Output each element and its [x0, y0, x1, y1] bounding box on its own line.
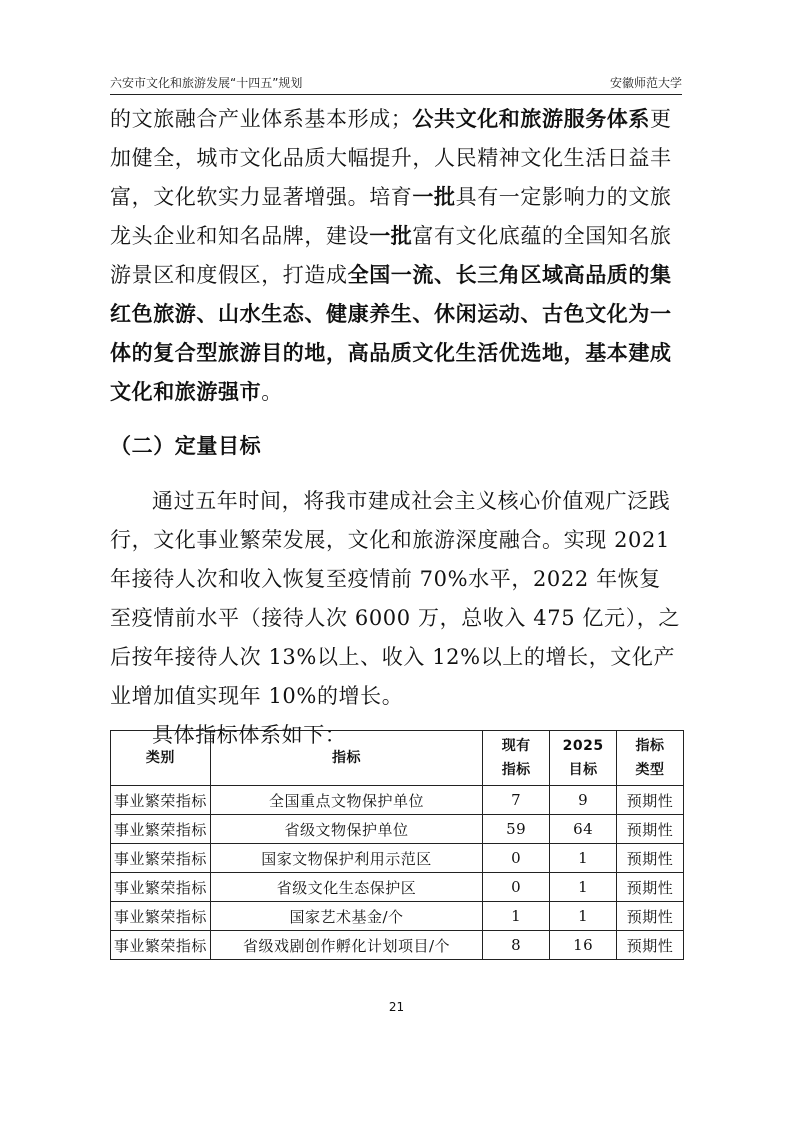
- table-row: [111, 873, 684, 902]
- cell-category: 事业繁荣指标: [111, 844, 211, 873]
- cell-target: 9: [550, 786, 617, 815]
- cell-current: 1: [483, 902, 550, 931]
- document-body: [110, 100, 682, 755]
- table-row: [111, 844, 684, 873]
- cell-indicator: 省级文物保护单位: [210, 815, 482, 844]
- header-current-line1: 现有: [501, 738, 531, 754]
- goals-paragraph: [110, 100, 682, 412]
- cell-indicator: 省级戏剧创作孵化计划项目/个: [210, 931, 482, 960]
- header-category: 类别: [111, 731, 211, 786]
- header-current: [483, 731, 550, 786]
- text-run: 具有一定影响力的文旅龙头企业和知名品牌，建设: [110, 185, 672, 248]
- header-type-line1: 指标: [635, 738, 665, 754]
- cell-category: 事业繁荣指标: [111, 902, 211, 931]
- cell-type: 预期性: [617, 786, 684, 815]
- cell-target: 1: [550, 902, 617, 931]
- cell-type: 预期性: [617, 844, 684, 873]
- section-heading: （二）定量目标: [110, 434, 262, 458]
- cell-type: 预期性: [617, 815, 684, 844]
- cell-indicator: 全国重点文物保护单位: [210, 786, 482, 815]
- cell-type: 预期性: [617, 873, 684, 902]
- text-run: 富有文化底蕴的全国知名旅游景区和度假区，打造成: [110, 224, 672, 287]
- cell-category: 事业繁荣指标: [111, 786, 211, 815]
- page-header: [110, 70, 682, 92]
- header-indicator: 指标: [210, 731, 482, 786]
- bold-run: 全国一流、长三角区域高品质的集红色旅游、山水生态、健康养生、休闲运动、古色文化为一体的复合型旅游目的地，高品质文化生活优选地，基本建成文化和旅游强市: [110, 263, 672, 404]
- cell-target: 64: [550, 815, 617, 844]
- table-row: [111, 902, 684, 931]
- cell-category: 事业繁荣指标: [111, 815, 211, 844]
- cell-indicator: 省级文化生态保护区: [210, 873, 482, 902]
- indicator-table: [110, 730, 684, 960]
- cell-indicator: 国家文物保护利用示范区: [210, 844, 482, 873]
- table-header-row: [111, 731, 684, 786]
- cell-category: 事业繁荣指标: [111, 931, 211, 960]
- header-type-line2: 类型: [635, 762, 665, 778]
- bold-run: 一批: [412, 185, 456, 209]
- cell-current: 7: [483, 786, 550, 815]
- header-divider: [110, 94, 682, 95]
- header-organization: 安徽师范大学: [609, 76, 682, 90]
- bold-run: 一批: [369, 224, 413, 248]
- page-number: 21: [388, 1000, 405, 1014]
- quantitative-goals-paragraph: 通过五年时间，将我市建成社会主义核心价值观广泛践行，文化事业繁荣发展，文化和旅游深度融合。实现 2021 年接待人次和收入恢复至疫情前 70%水平，2022 年恢复至疫情前水平（接待人次 6000 万，总收入 475 亿元），之后按年接待人次 13%以上、收入 12%以上的增长，文化产业增加值实现年 10%的增长。: [110, 489, 680, 708]
- cell-target: 16: [550, 931, 617, 960]
- cell-category: 事业繁荣指标: [111, 873, 211, 902]
- text-run: 。: [261, 380, 283, 404]
- text-run: 更加健全，城市文化品质大幅提升，人民精神文化生活日益丰富，文化软实力显著增强。培育: [110, 107, 672, 209]
- cell-target: 1: [550, 844, 617, 873]
- header-target: [550, 731, 617, 786]
- cell-target: 1: [550, 873, 617, 902]
- header-current-line2: 指标: [501, 762, 531, 778]
- cell-current: 0: [483, 844, 550, 873]
- header-target-line1: 2025: [562, 738, 604, 754]
- bold-run: 公共文化和旅游服务体系: [412, 107, 651, 131]
- cell-indicator: 国家艺术基金/个: [210, 902, 482, 931]
- cell-type: 预期性: [617, 931, 684, 960]
- cell-current: 0: [483, 873, 550, 902]
- cell-current: 59: [483, 815, 550, 844]
- table-row: [111, 815, 684, 844]
- header-type: [617, 731, 684, 786]
- header-target-line2: 目标: [568, 762, 598, 778]
- table-row: [111, 786, 684, 815]
- cell-current: 8: [483, 931, 550, 960]
- cell-type: 预期性: [617, 902, 684, 931]
- table-row: [111, 931, 684, 960]
- table-intro: 具体指标体系如下：: [152, 723, 347, 747]
- text-run: 的文旅融合产业体系基本形成；: [110, 107, 413, 131]
- header-document-title: 六安市文化和旅游发展“十四五”规划: [110, 76, 303, 90]
